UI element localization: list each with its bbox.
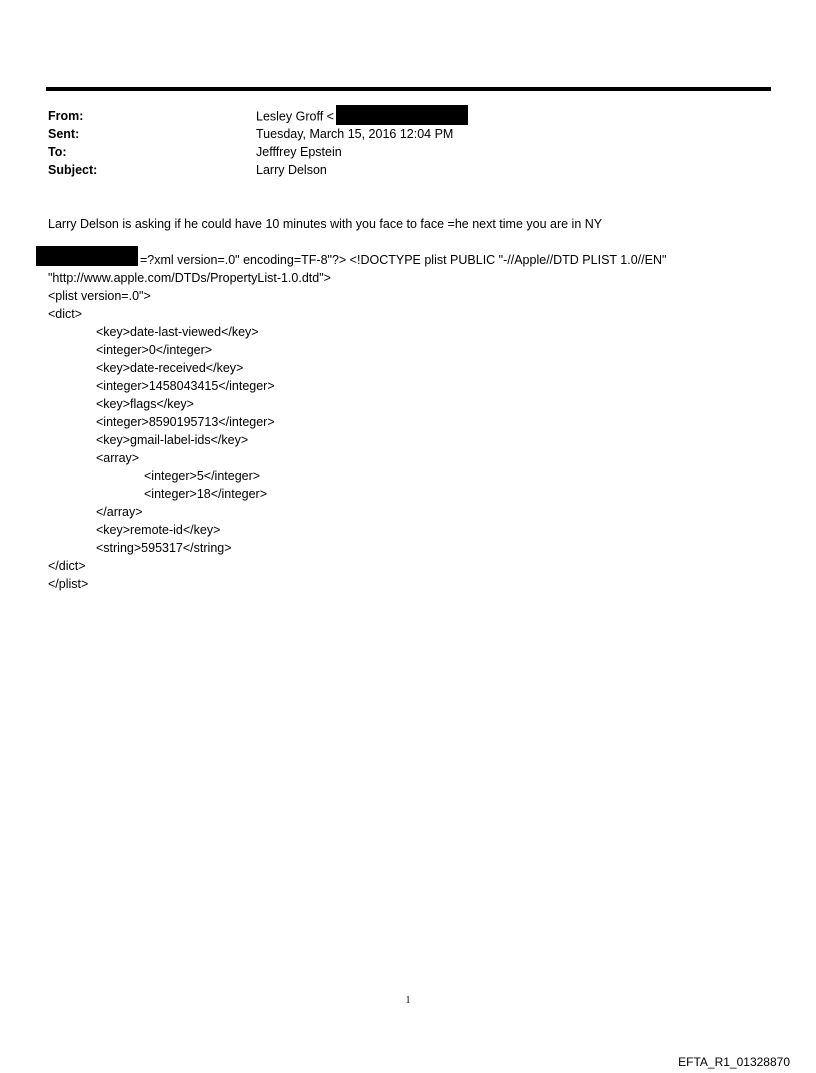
subject-value: Larry Delson (256, 163, 327, 177)
xml-line: <key>remote-id</key> (96, 523, 221, 537)
xml-line: <key>date-last-viewed</key> (96, 325, 259, 339)
xml-line: <integer>8590195713</integer> (96, 415, 275, 429)
header-rule (46, 87, 771, 91)
xml-line: <key>flags</key> (96, 397, 194, 411)
sent-value: Tuesday, March 15, 2016 12:04 PM (256, 127, 454, 141)
subject-label: Subject: (48, 163, 98, 177)
from-name: Lesley Groff < (256, 109, 334, 124)
bates-number: EFTA_R1_01328870 (678, 1055, 790, 1069)
xml-line: <integer>0</integer> (96, 343, 213, 357)
to-value: Jefffrey Epstein (256, 145, 342, 159)
xml-line: </array> (96, 505, 143, 519)
xml-line: <string>595317</string> (96, 541, 232, 555)
sent-label: Sent: (48, 127, 80, 141)
xml-line: <integer>1458043415</integer> (96, 379, 275, 393)
xml-line: <array> (96, 451, 140, 465)
from-value (256, 107, 468, 127)
page-number: 1 (405, 995, 411, 1006)
xml-line: =?xml version=.0" encoding=TF-8"?> <!DOCTYPE plist PUBLIC "-//Apple//DTD PLIST 1.0//EN" (140, 253, 667, 267)
redaction-box (336, 105, 468, 125)
to-label: To: (48, 145, 67, 159)
xml-line: <plist version=.0"> (48, 289, 151, 303)
xml-line: </dict> (48, 559, 86, 573)
from-label: From: (48, 109, 84, 123)
xml-line: "http://www.apple.com/DTDs/PropertyList-1.0.dtd"> (48, 271, 331, 285)
xml-line: <key>gmail-label-ids</key> (96, 433, 249, 447)
xml-line: </plist> (48, 577, 89, 591)
xml-line: <integer>18</integer> (144, 487, 268, 501)
xml-line: <integer>5</integer> (144, 469, 261, 483)
redaction-box (36, 246, 138, 266)
xml-line: <key>date-received</key> (96, 361, 244, 375)
email-body: Larry Delson is asking if he could have 10 minutes with you face to face =he next time you are in NY (48, 217, 603, 231)
xml-line: <dict> (48, 307, 83, 321)
